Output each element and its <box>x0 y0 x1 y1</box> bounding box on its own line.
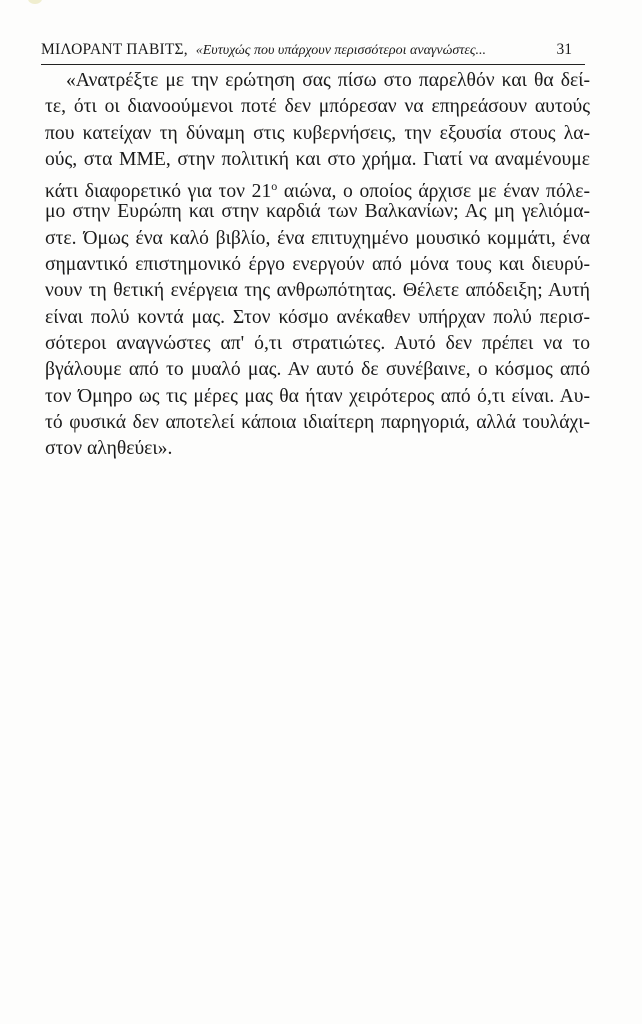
text-line-part: κάτι διαφορετικό για τον 21 <box>45 181 272 203</box>
text-line: βγάλουμε από το μυαλό μας. Αν αυτό δε συνέβαινε, ο κόσμος από <box>45 359 590 381</box>
text-line: τε, ότι οι διανοούμενοι ποτέ δεν μπόρεσαν να επηρεάσουν αυτούς <box>45 96 590 118</box>
text-line: «Ανατρέξτε με την ερώτηση σας πίσω στο παρελθόν και θα δεί- <box>66 70 590 91</box>
header-author: ΜΙΛΟΡΑΝΤ ΠΑΒΙΤΣ, <box>41 41 188 58</box>
text-line: ούς, στα ΜΜΕ, στην πολιτική και στο χρήμα. Γιατί να αναμένουμε <box>45 148 590 170</box>
text-line: σότεροι αναγνώστες απ' ό,τι στρατιώτες. Αυτό δεν πρέπει να το <box>45 332 590 354</box>
text-line-part: αιώνα, ο οποίος άρχισε με έναν πόλε- <box>277 181 591 203</box>
text-line: τον Όμηρο ως τις μέρες μας θα ήταν χειρότερος από ό,τι είναι. Αυ- <box>45 385 590 407</box>
text-line: μο στην Ευρώπη και στην καρδιά των Βαλκανίων; Ας μη γελιόμα- <box>45 201 590 223</box>
text-line-with-superscript <box>45 173 591 203</box>
header-rule <box>41 64 585 65</box>
text-line: στε. Όμως ένα καλό βιβλίο, ένα επιτυχημένο μουσικό κομμάτι, ένα <box>45 227 590 249</box>
text-line: είναι πολύ κοντά μας. Στον κόσμο ανέκαθεν υπήρχαν πολύ περισ- <box>45 306 590 328</box>
body-paragraph <box>45 68 590 462</box>
text-line: που κατείχαν τη δύναμη στις κυβερνήσεις, την εξουσία στους λα- <box>45 122 590 144</box>
ordinal-superscript: ο <box>271 179 278 194</box>
page-number: 31 <box>556 41 572 58</box>
scan-stain <box>28 0 42 4</box>
running-header <box>41 40 584 64</box>
header-subtitle: «Ευτυχώς που υπάρχουν περισσότεροι αναγνώστες... <box>195 43 487 58</box>
text-line: σημαντικό επιστημονικό έργο ενεργούν από μόνα τους και διευρύ- <box>45 254 590 276</box>
text-line: στον αληθεύει». <box>45 438 173 460</box>
text-line: νουν τη θετική ενέργεια της ανθρωπότητας. Θέλετε απόδειξη; Αυτή <box>45 280 590 302</box>
text-line: τό φυσικά δεν αποτελεί κάποια ιδιαίτερη παρηγοριά, αλλά τουλάχι- <box>45 411 590 433</box>
